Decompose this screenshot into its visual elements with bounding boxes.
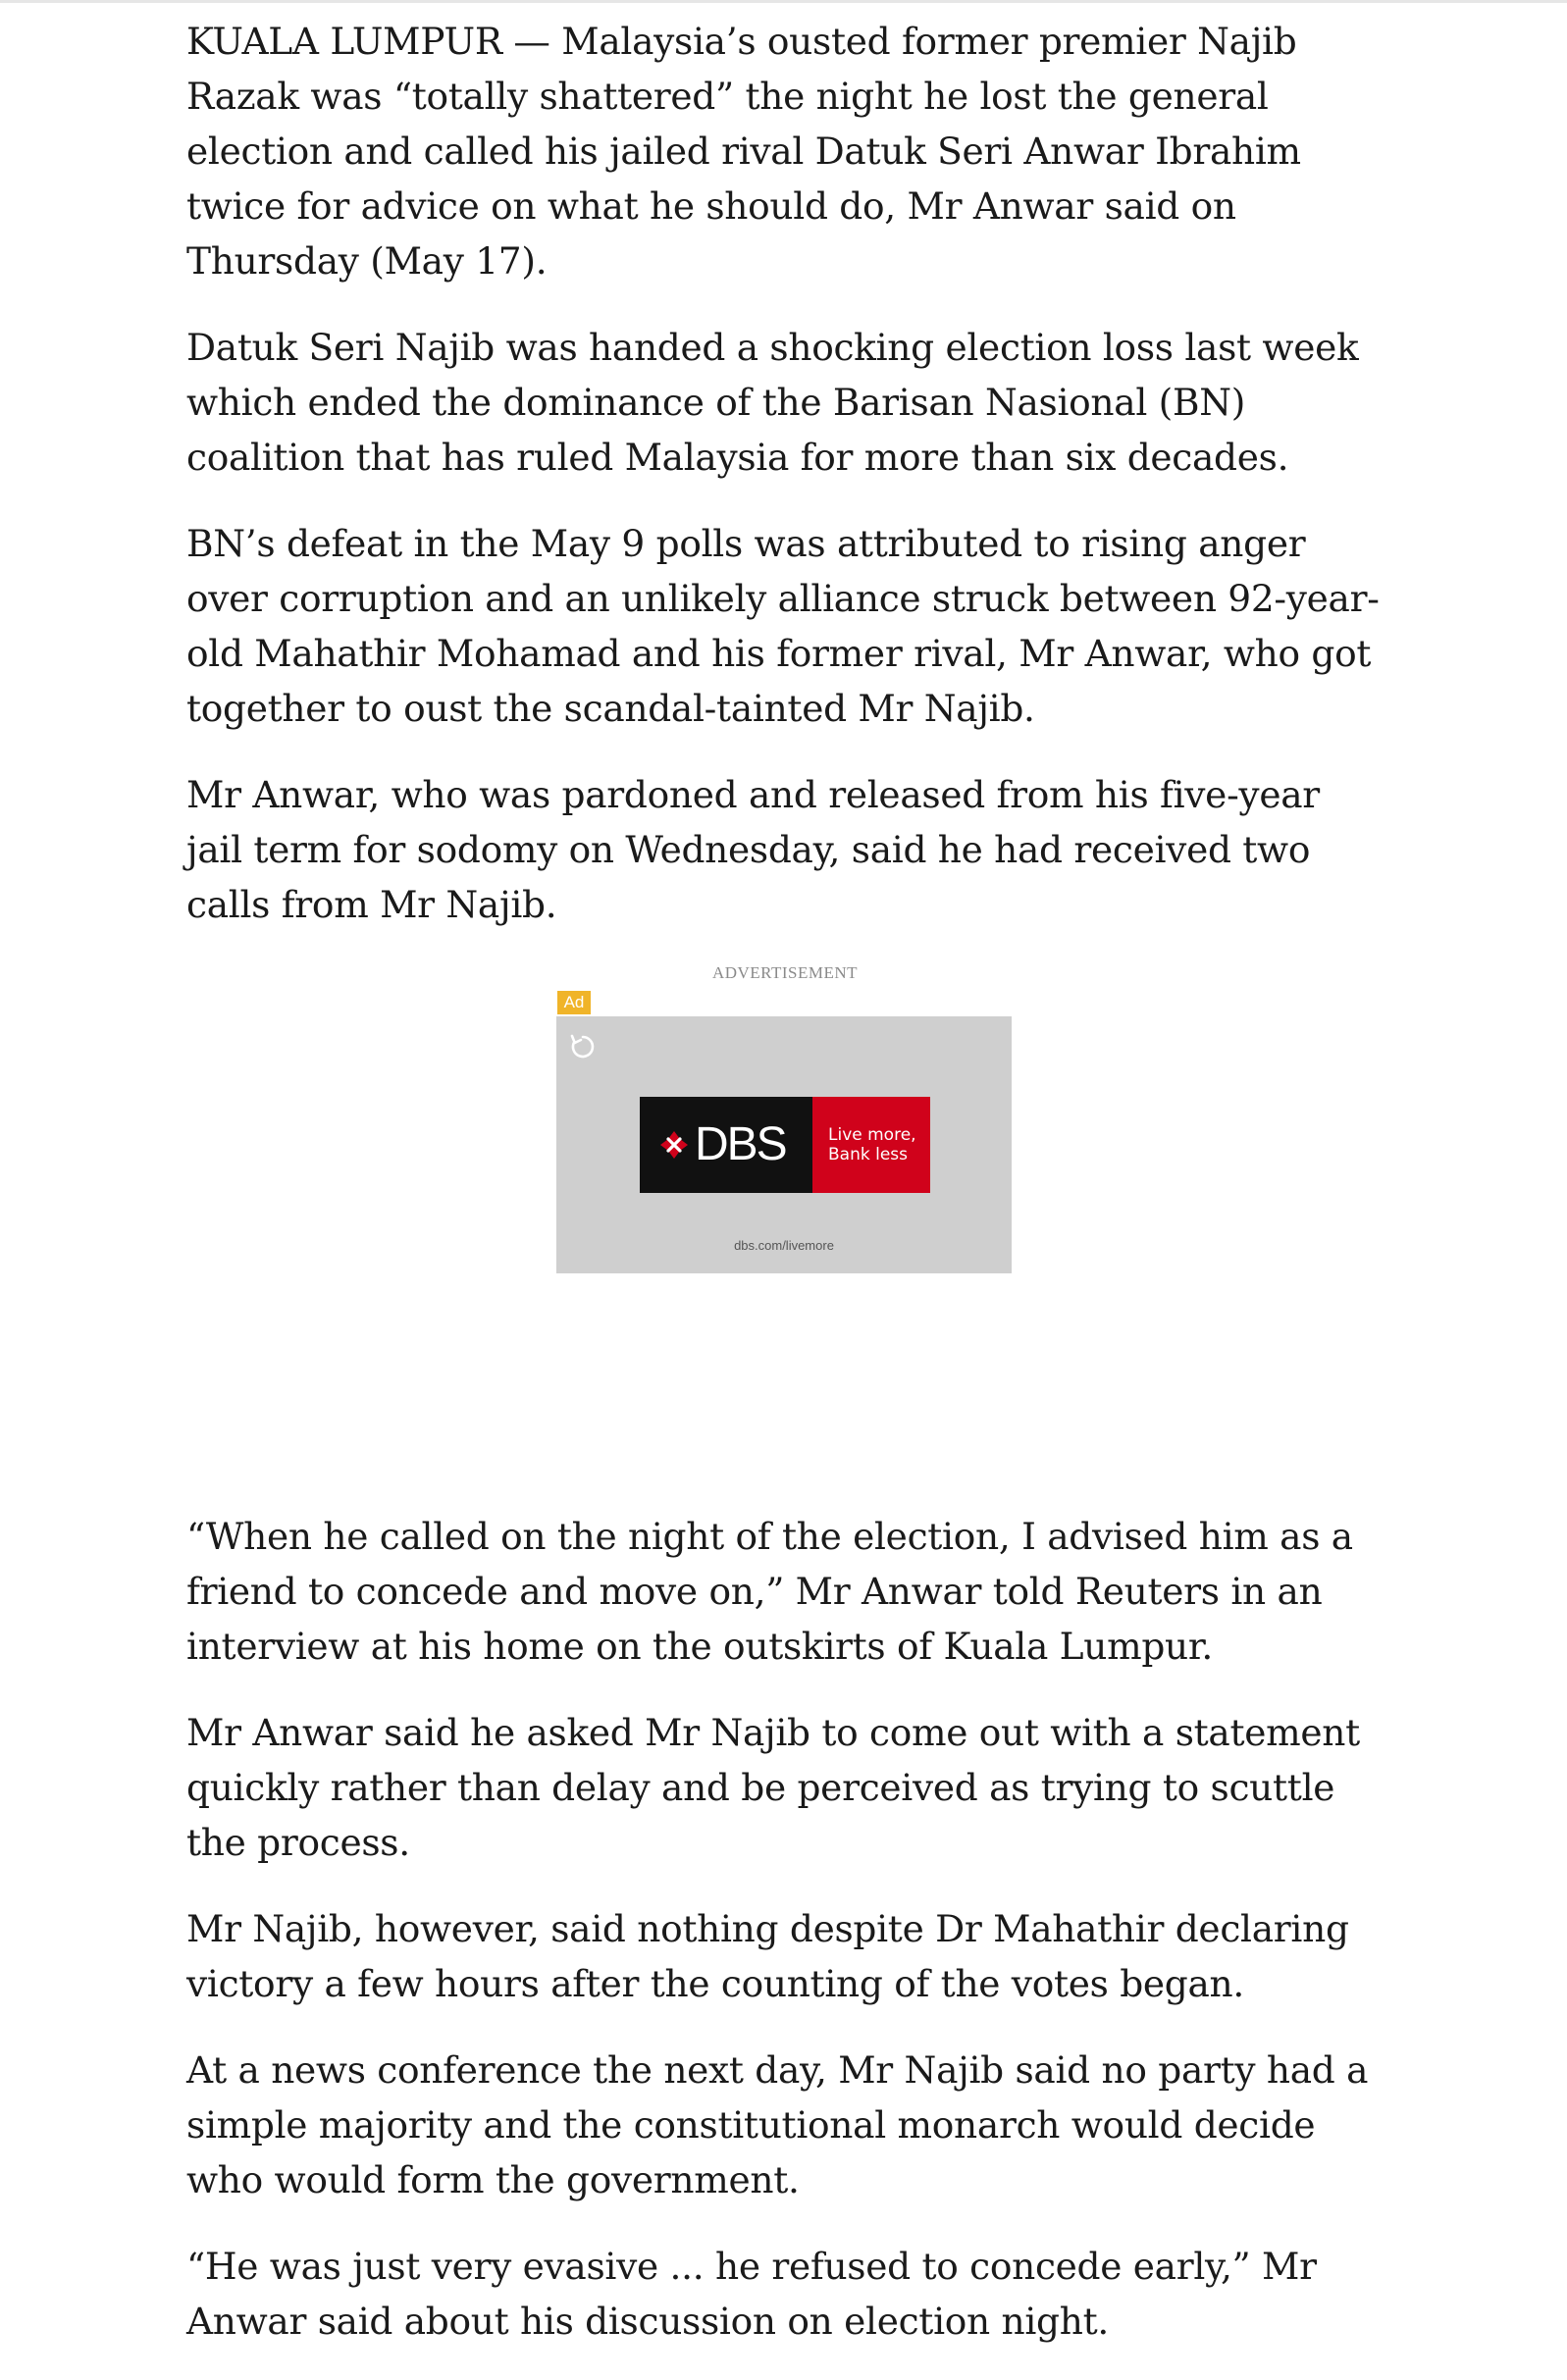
article-paragraph: Mr Najib, however, said nothing despite Dr Mahathir declaring victory a few hours after the counting of the votes began. <box>186 1907 1349 2005</box>
top-divider <box>0 0 1567 3</box>
article-paragraph: “When he called on the night of the election, I advised him as a friend to concede and move on,” Mr Anwar told Reuters in an interview at his home on the outskirts of Kuala Lumpur. <box>186 1515 1353 1668</box>
article-paragraph: KUALA LUMPUR — Malaysia’s ousted former premier Najib Razak was “totally shattered” the night he lost the general election and called his jailed rival Datuk Seri Anwar Ibrahim twice for advice on what he should do, Mr Anwar said on Thursday (May 17). <box>186 20 1301 283</box>
advertisement-slot <box>186 963 1384 1477</box>
article-paragraph: BN’s defeat in the May 9 polls was attributed to rising anger over corruption and an unlikely alliance struck between 92-year-old Mahathir Mohamad and his former rival, Mr Anwar, who got together to oust the scandal-tainted Mr Najib. <box>186 522 1380 730</box>
dbs-star-icon <box>657 1128 691 1162</box>
ad-creative[interactable] <box>556 1016 1012 1273</box>
ad-url[interactable]: dbs.com/livemore <box>734 1238 834 1253</box>
article-body <box>186 14 1384 2380</box>
dbs-tagline <box>812 1125 916 1164</box>
dbs-logo-text: DBS <box>695 1118 786 1170</box>
dbs-tagline-line: Bank less <box>828 1145 908 1164</box>
dbs-tagline-panel <box>812 1097 930 1193</box>
dbs-banner[interactable] <box>640 1097 930 1193</box>
dbs-tagline-line: Live more, <box>828 1125 916 1145</box>
article-paragraph: “He was just very evasive ... he refused to concede early,” Mr Anwar said about his discussion on election night. <box>186 2245 1317 2343</box>
article-paragraph: Mr Anwar said he asked Mr Najib to come out with a statement quickly rather than delay and be perceived as trying to scuttle the process. <box>186 1711 1360 1864</box>
ad-badge[interactable]: Ad <box>557 991 591 1014</box>
dbs-logo-panel <box>640 1097 812 1193</box>
article-paragraph: At a news conference the next day, Mr Najib said no party had a simple majority and the constitutional monarch would decide who would form the government. <box>186 2048 1369 2201</box>
article-paragraph: Mr Anwar, who was pardoned and released from his five-year jail term for sodomy on Wednesday, said he had received two calls from Mr Najib. <box>186 773 1320 926</box>
replay-icon[interactable] <box>568 1032 598 1061</box>
advertisement-label: ADVERTISEMENT <box>711 963 859 982</box>
article-paragraph: Datuk Seri Najib was handed a shocking election loss last week which ended the dominance of the Barisan Nasional (BN) coalition that has ruled Malaysia for more than six decades. <box>186 326 1359 479</box>
